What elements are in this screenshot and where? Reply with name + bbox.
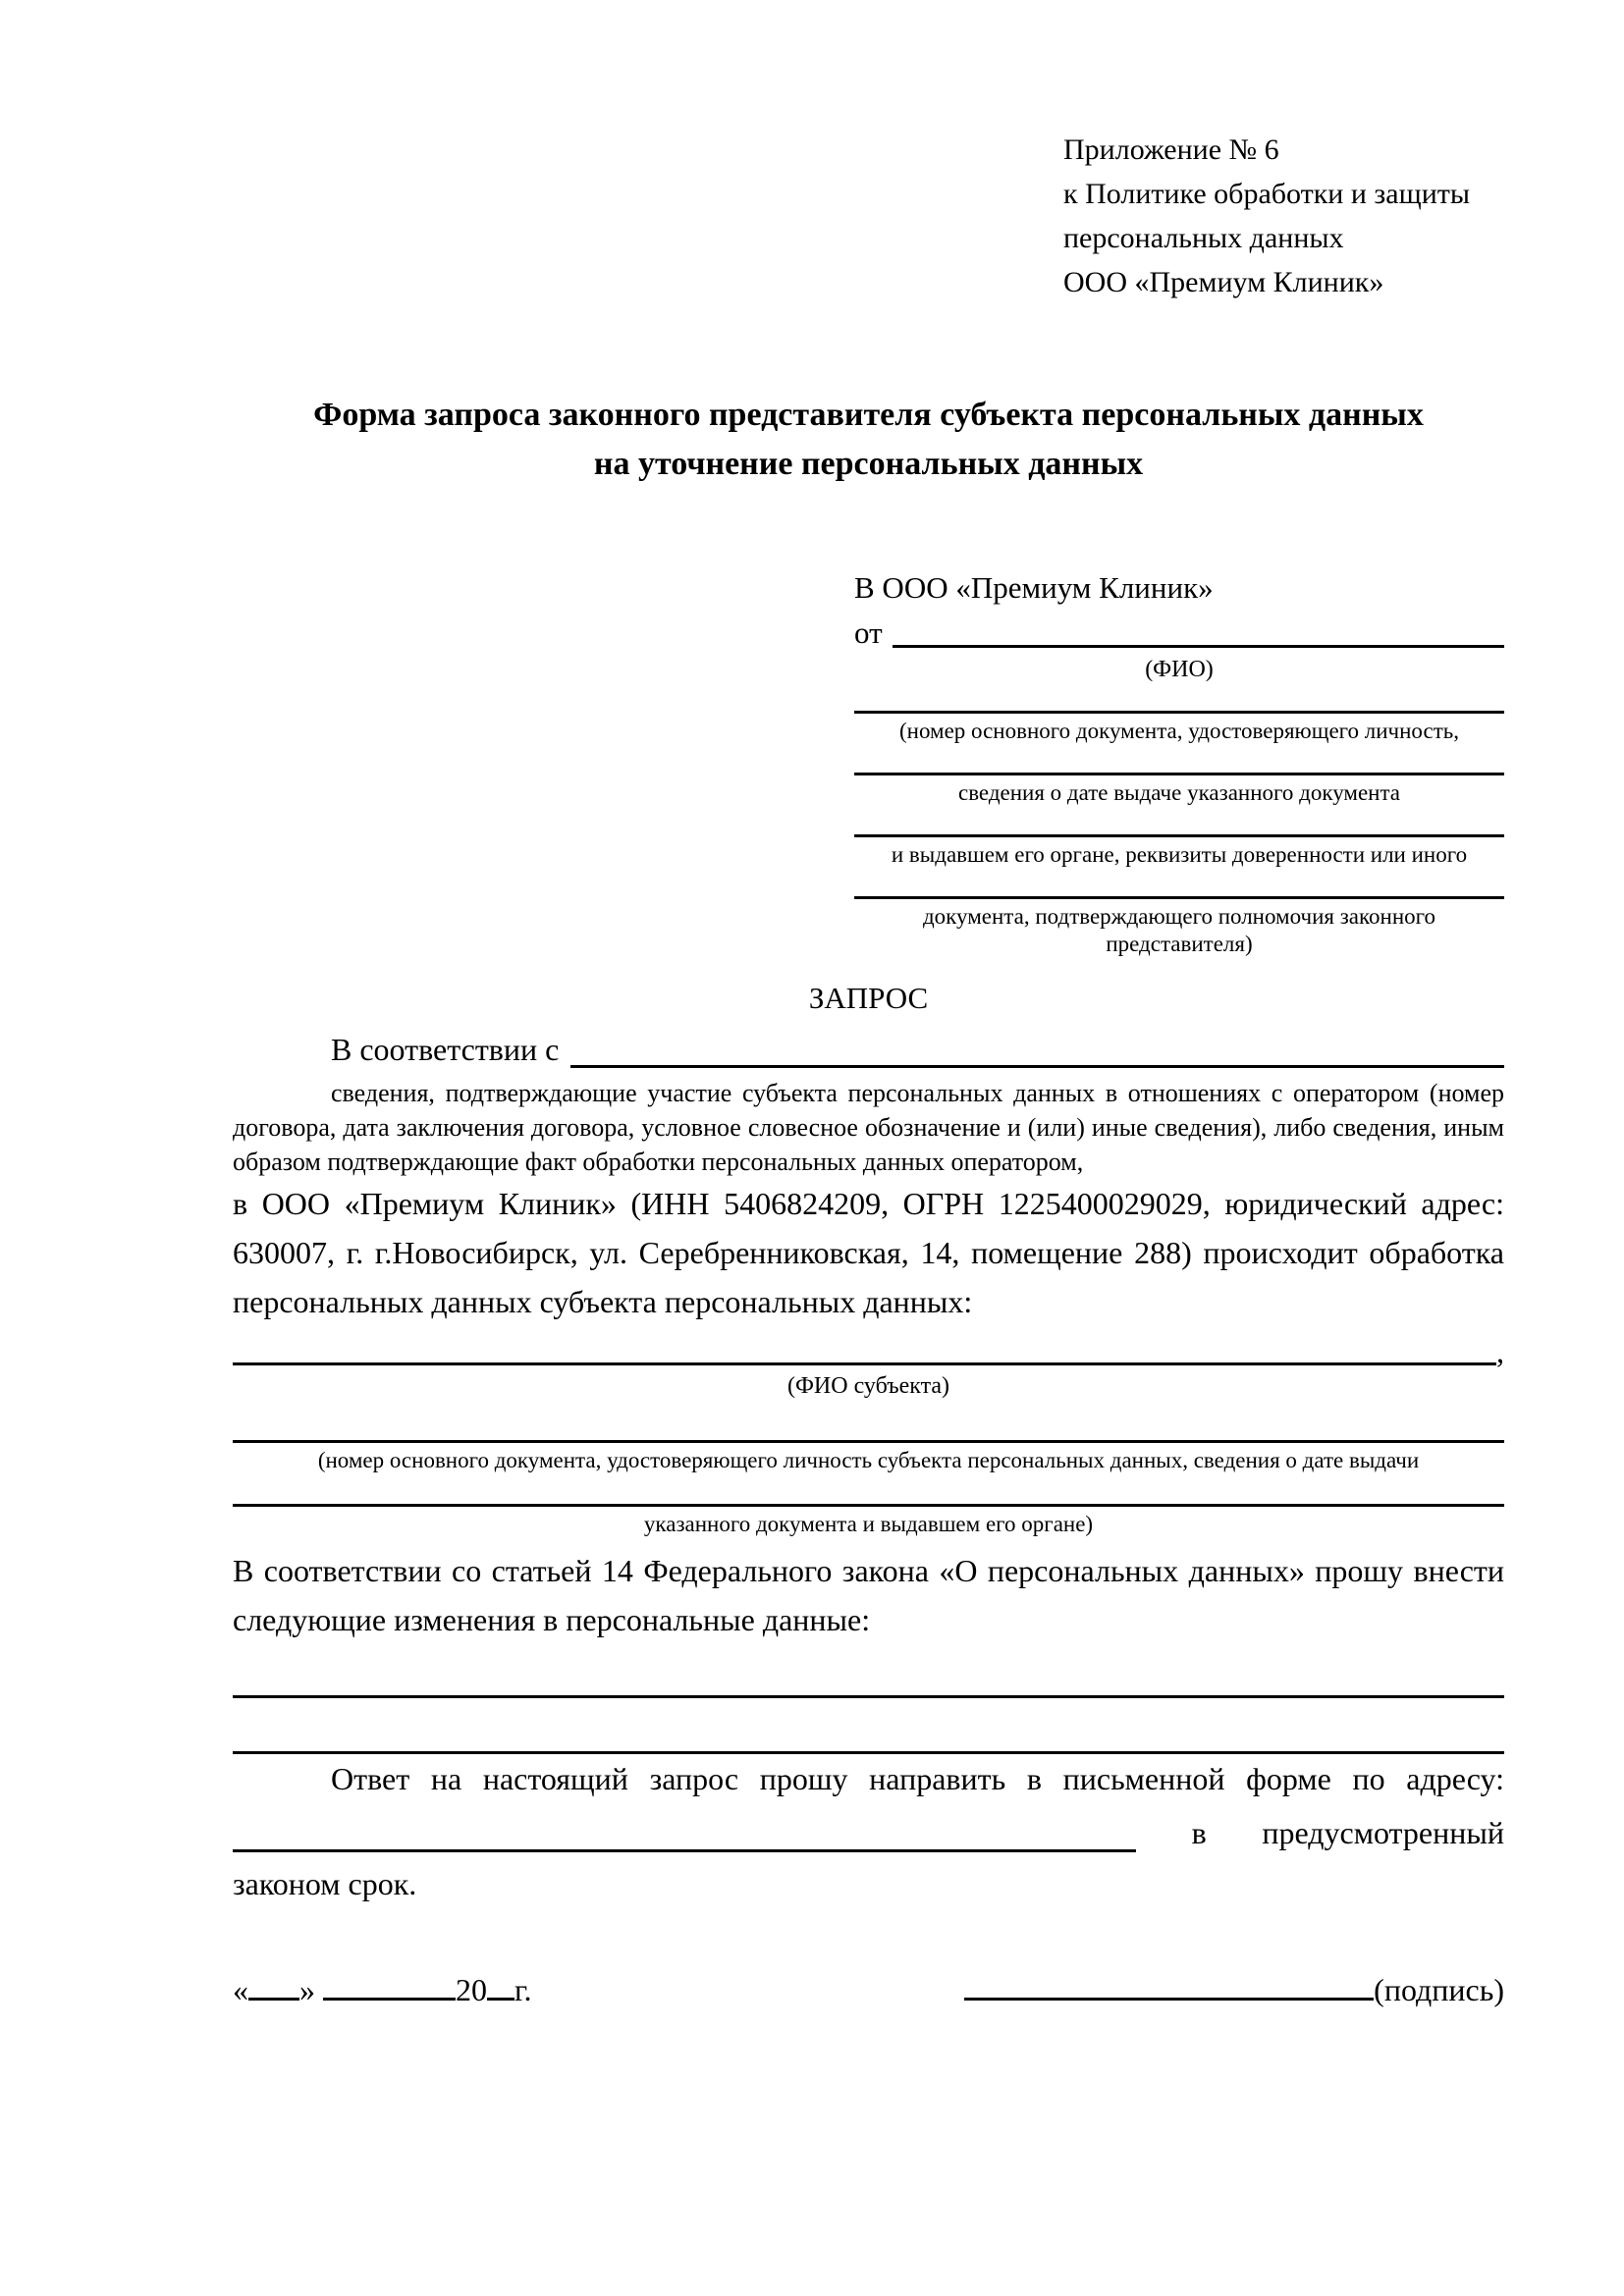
blank-line <box>233 1504 1504 1507</box>
title-line: на уточнение персональных данных <box>593 446 1144 482</box>
answer-word: предусмотренный <box>1262 1815 1504 1850</box>
quote-close: » <box>299 1972 315 2007</box>
field-caption: документа, подтверждающего полномочия законного представителя) <box>922 904 1435 956</box>
annex-block <box>1063 0 1504 304</box>
addressee-block <box>854 565 1504 958</box>
doc-caption: указанного документа и выдавшем его органе) <box>643 1512 1094 1536</box>
signature-caption: (подпись) <box>1374 1972 1504 2007</box>
day-blank-line <box>248 1966 299 2001</box>
accordance-row <box>233 1025 1504 1074</box>
blank-line <box>854 773 1504 775</box>
answer-word: в <box>1191 1815 1207 1850</box>
field-caption: (номер основного документа, удостоверяющего личность, <box>898 719 1459 743</box>
annex-line: к Политике обработки и защиты <box>1063 178 1471 210</box>
operator-paragraph: в ООО «Премиум Клиник» (ИНН 5406824209, ОГРН 1225400029029, юридический адрес: 630007, г. г.Новосибирск, ул. Серебренниковская, 14, помещение 288) происходит обработка персональных данных субъекта персональных данных: <box>233 1186 1504 1319</box>
addressee-field <box>854 834 1504 869</box>
blank-line <box>854 896 1504 899</box>
month-blank-line <box>323 1966 456 2001</box>
year-blank-line <box>487 1966 514 2001</box>
answer-line2 <box>233 1807 1504 1858</box>
fio-caption: (ФИО) <box>1145 657 1214 682</box>
doc-caption: (номер основного документа, удостоверяющего личность субъекта персональных данных, сведения о дате выдачи <box>317 1448 1420 1472</box>
from-label: от <box>854 615 883 650</box>
year-prefix: 20 <box>456 1972 487 2007</box>
addressee-org: В ООО «Премиум Клиник» <box>854 570 1214 605</box>
blank-line <box>854 711 1504 714</box>
addressee-field <box>854 896 1504 958</box>
annex-line: Приложение № 6 <box>1063 133 1279 166</box>
accordance-label: В соответствии с <box>331 1032 560 1067</box>
blank-line <box>233 1362 1496 1365</box>
answer-line1: Ответ на настоящий запрос прошу направить в письменной форме по адресу: <box>331 1761 1504 1796</box>
article-paragraph: В соответствии со статьей 14 Федерального закона «О персональных данных» прошу внести следующие изменения в персональные данные: <box>233 1553 1504 1637</box>
blank-line <box>570 1065 1504 1068</box>
annex-line: персональных данных <box>1063 222 1344 254</box>
document-content <box>233 0 1504 2012</box>
signature-blank-line <box>964 1966 1374 2001</box>
blank-line <box>233 1695 1504 1698</box>
blank-line <box>233 1440 1504 1443</box>
blank-line <box>233 1849 1136 1852</box>
answer-line3: законом срок. <box>233 1866 417 1901</box>
request-heading: ЗАПРОС <box>808 981 929 1015</box>
fio-subject-row <box>233 1332 1504 1371</box>
from-blank-line <box>893 645 1504 648</box>
quote-open: « <box>233 1972 248 2007</box>
fio-subject-caption: (ФИО субъекта) <box>786 1373 950 1399</box>
annex-line: ООО «Премиум Клиник» <box>1063 266 1384 298</box>
signature-group <box>964 1966 1504 2012</box>
from-row <box>854 611 1504 656</box>
footer-row <box>233 1966 1504 2012</box>
document-title <box>233 391 1504 489</box>
addressee-field <box>854 773 1504 807</box>
addressee-field <box>854 711 1504 745</box>
field-caption: сведения о дате выдаче указанного документа <box>957 780 1401 805</box>
date-blank-group <box>233 1966 532 2012</box>
blank-line <box>854 834 1504 837</box>
year-suffix: г. <box>514 1972 532 2007</box>
accordance-caption: сведения, подтверждающие участие субъекта персональных данных в отношениях с оператором (номер договора, дата заключения договора, условное словесное обозначение и (или) иные сведения), либо сведения, иным образом подтверждающие факт обработки персональных данных оператором, <box>233 1079 1504 1176</box>
trailing-comma: , <box>1496 1334 1504 1369</box>
field-caption: и выдавшем его органе, реквизиты доверенности или иного <box>891 842 1468 867</box>
title-line: Форма запроса законного представителя субъекта персональных данных <box>313 397 1424 433</box>
